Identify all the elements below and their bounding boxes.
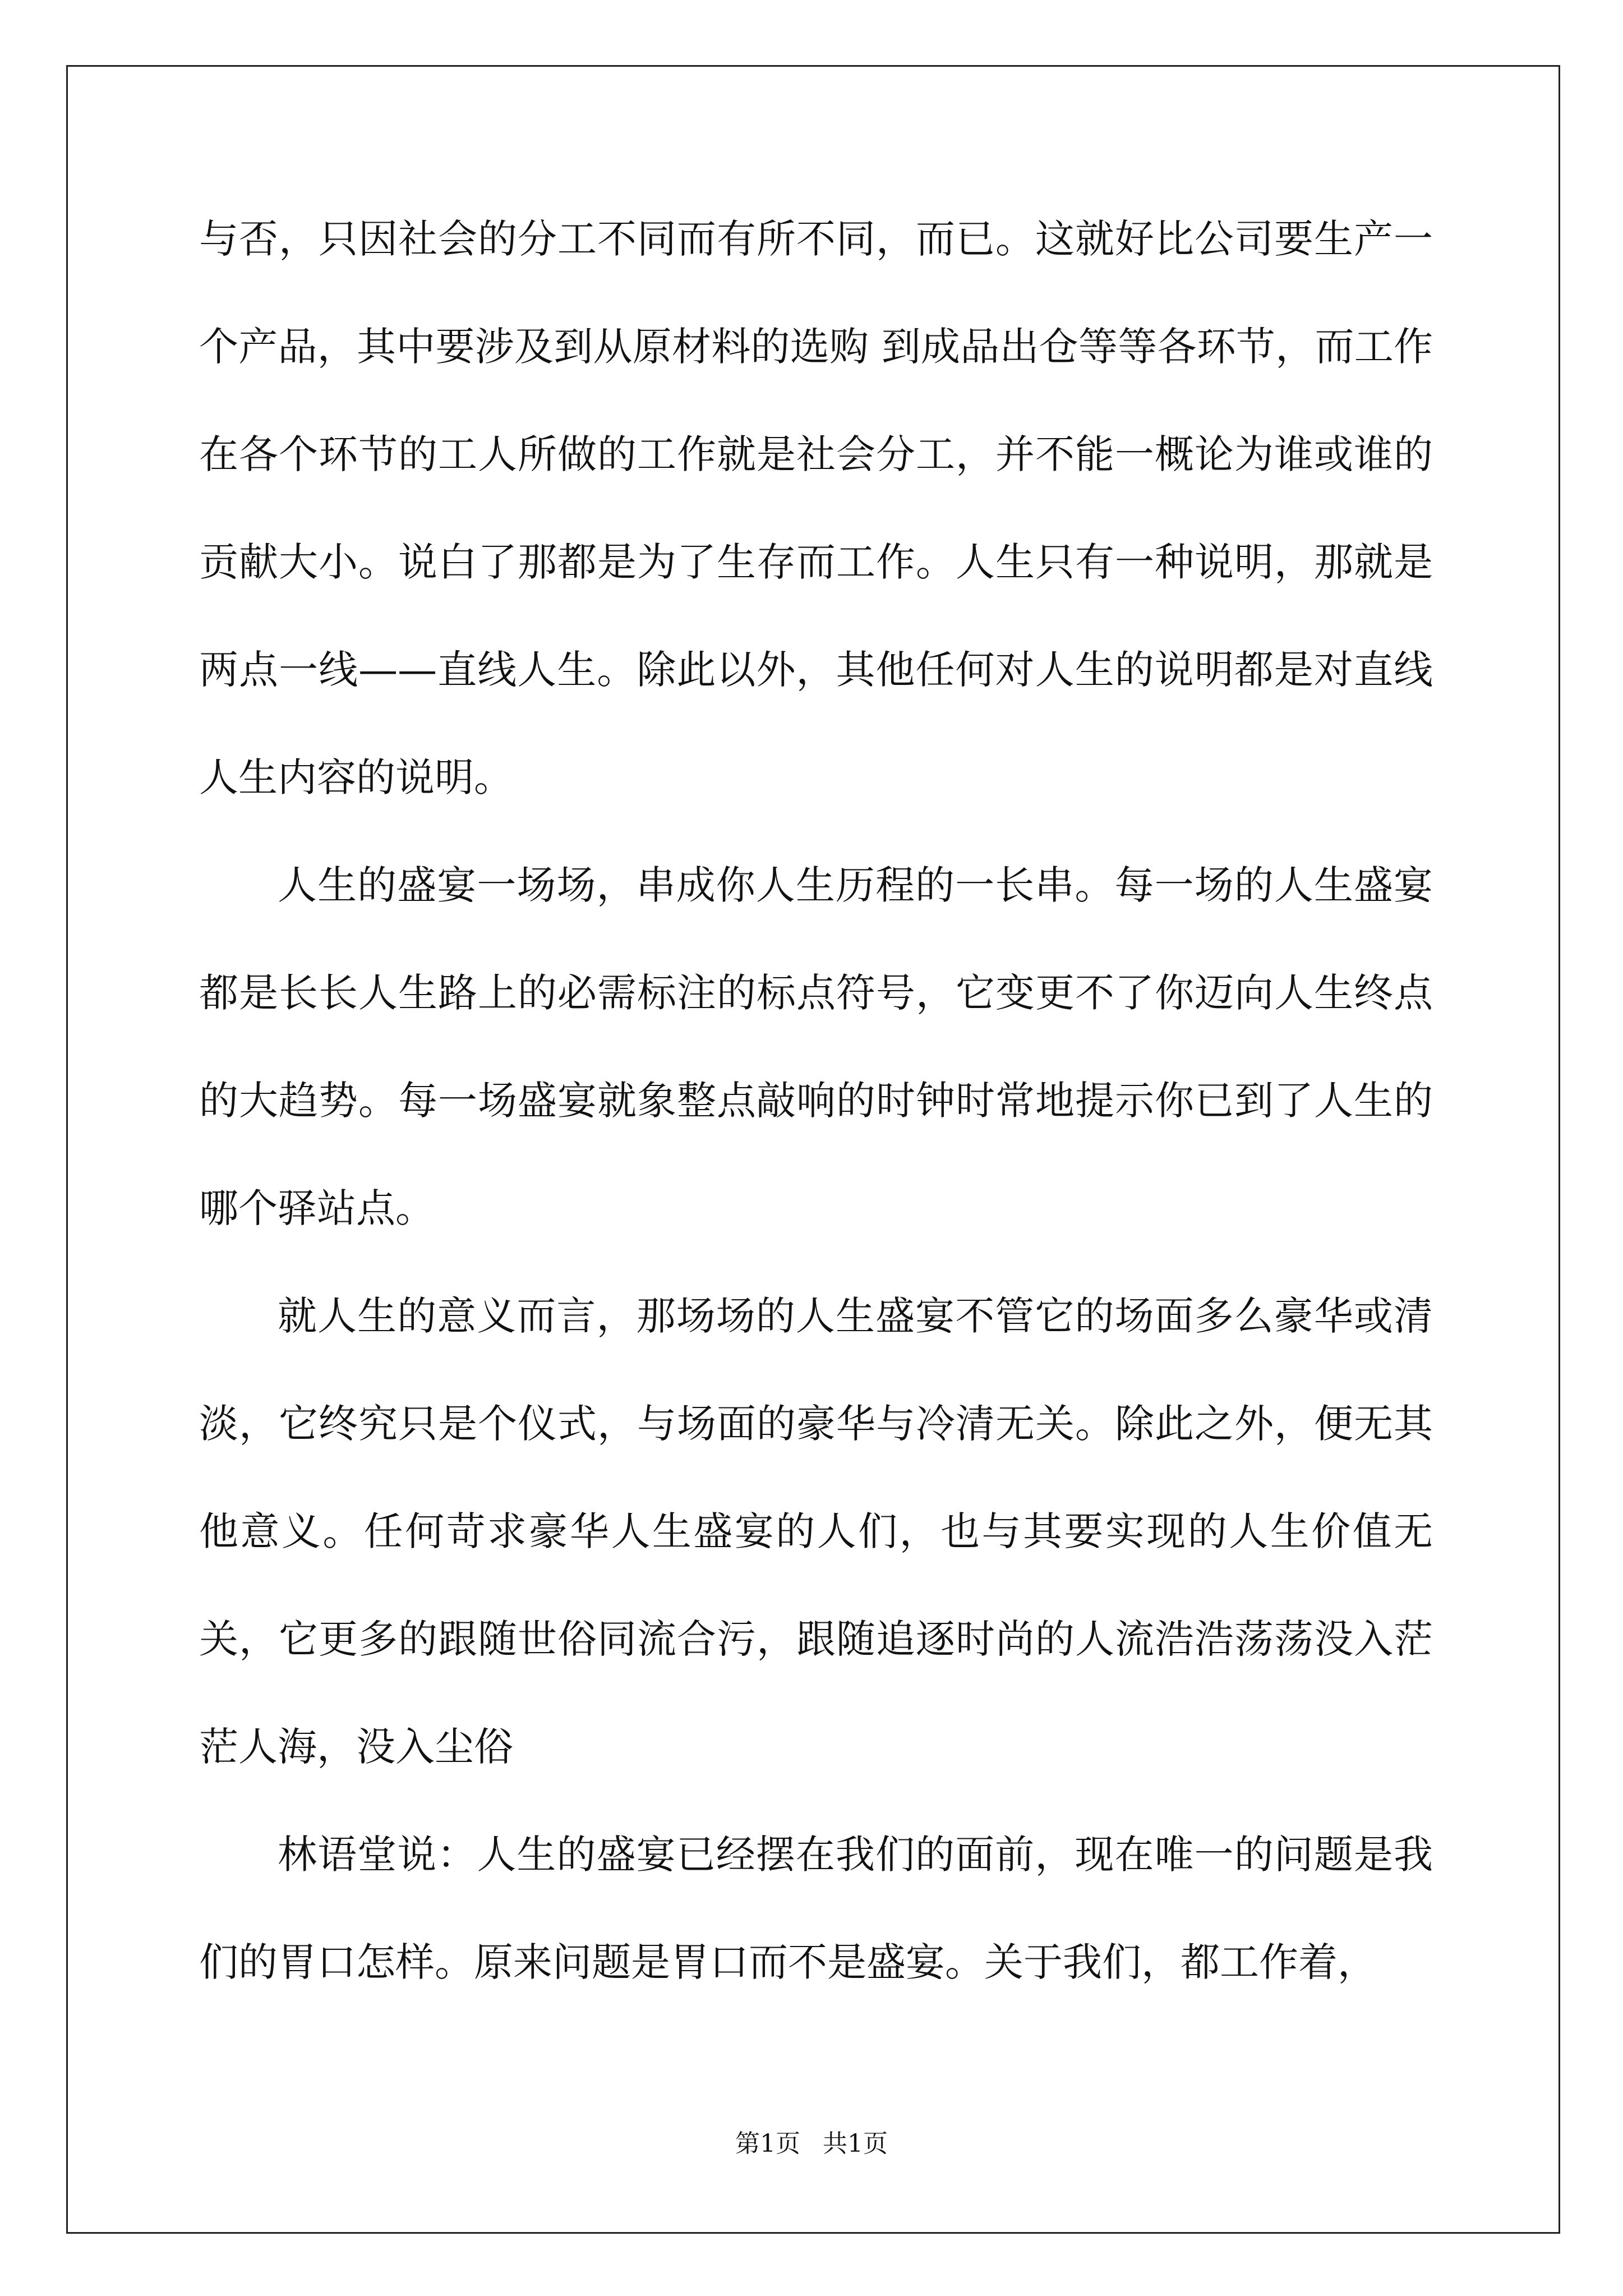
paragraph-3: 就人生的意义而言，那场场的人生盛宴不管它的场面多么豪华或清淡，它终究只是个仪式，与场面的豪华与冷清无关。除此之外，便无其他意义。任何苛求豪华人生盛宴的人们，也与其要实现的人生价值无关，它更多的跟随世俗同流合污，跟随追逐时尚的人流浩浩荡荡没入茫茫人海，没入尘俗 <box>199 1293 1433 1770</box>
page-total: 共1页 <box>823 2129 888 2158</box>
page-footer <box>0 2123 1623 2159</box>
paragraph-1: 与否，只因社会的分工不同而有所不同，而已。这就好比公司要生产一个产品，其中要涉及到从原材料的选购 到成品出仓等等各环节，而工作在各个环节的工人所做的工作就是社会分工，并不能一概论为谁或谁的贡献大小。说白了那都是为了生存而工作。人生只有一种说明，那就是两点一线——直线人生。除此以外，其他任何对人生的说明都是对直线人生内容的说明。 <box>199 216 1433 800</box>
document-body <box>199 185 1433 2016</box>
paragraph-4: 林语堂说：人生的盛宴已经摆在我们的面前，现在唯一的问题是我们的胃口怎样。原来问题是胃口而不是盛宴。关于我们，都工作着， <box>199 1832 1433 1985</box>
page-number: 第1页 <box>735 2129 800 2158</box>
paragraph-2: 人生的盛宴一场场，串成你人生历程的一长串。每一场的人生盛宴都是长长人生路上的必需标注的标点符号，它变更不了你迈向人生终点的大趋势。每一场盛宴就象整点敲响的时钟时常地提示你已到了人生的哪个驿站点。 <box>199 862 1433 1231</box>
